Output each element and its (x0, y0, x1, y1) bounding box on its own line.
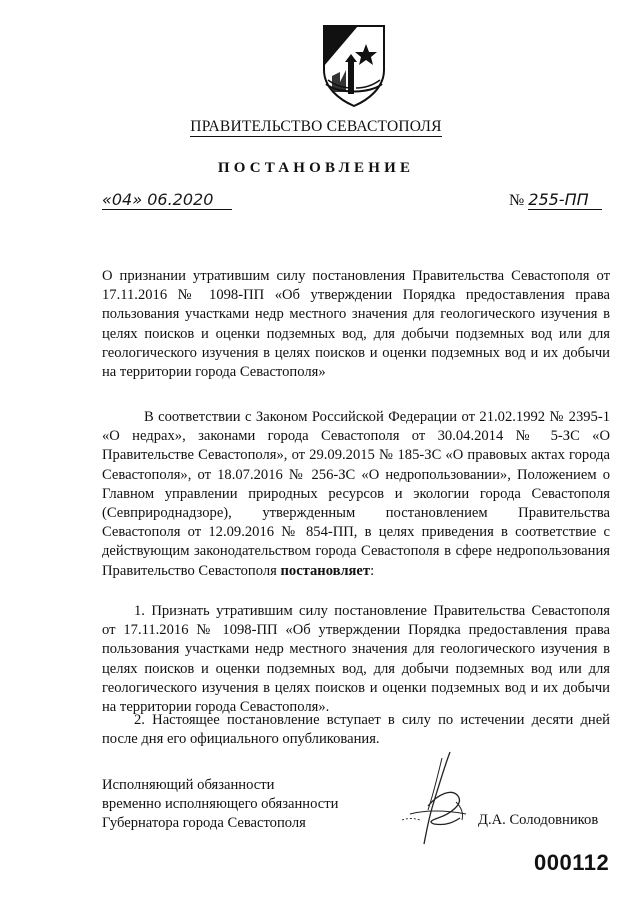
date-close-quote: » (132, 190, 148, 209)
resolves-word: постановляет (280, 562, 371, 579)
document-subject: О признании утратившим силу постановления Правительства Севастополя от 17.11.2016 № 1098-ПП «Об утверждении Порядка предоставления права пользования участками недр местного значения для геологического изучения в целях поисков и оценки подземных вод, для добычи подземных вод или для геологического изучения в целях поисков и оценки подземных вод и их добычи на территории города Севастополя» (102, 268, 610, 381)
coat-of-arms-icon (318, 22, 390, 110)
signatory-title-line: временно исполняющего обязанности (102, 796, 339, 813)
document-number (509, 190, 602, 210)
signatory-title-line: Губернатора города Севастополя (102, 815, 306, 832)
registration-number: 000112 (534, 850, 610, 875)
date-open-quote: « (102, 190, 112, 209)
signatory-title (102, 776, 338, 834)
preamble-paragraph (102, 408, 610, 581)
handwritten-signature (398, 748, 488, 848)
document-date (102, 190, 232, 210)
document-title: ПОСТАНОВЛЕНИЕ (217, 160, 415, 176)
government-name: ПРАВИТЕЛЬСТВО СЕВАСТОПОЛЯ (190, 118, 442, 135)
list-item: 2. Настоящее постановление вступает в силу по истечении десяти дней после дня его официального опубликования. (102, 712, 610, 748)
preamble-text: В соответствии с Законом Российской Федерации от 21.02.1992 № 2395-1 «О недрах», законами города Севастополя от 30.04.2014 № 5-ЗС «О Правительстве Севастополя», от 29.09.2015 № 185-ЗС «О правовых актах города Севастополя», от 18.07.2016 № 256-ЗС «О недропользовании», Положением о Главном управлении природных ресурсов и экологии города Севастополя (Севприроднадзоре), утвержденным постановлением Правительства Севастополя от 12.09.2016 № 854-ПП, в целях приведения в соответствие с действующим законодательством города Севастополя в сфере недропользования Правительство Севастополя (102, 409, 610, 579)
date-day: 04 (111, 190, 133, 209)
signatory-name: Д.А. Солодовников (478, 812, 599, 828)
number-value: 255-ПП (528, 190, 602, 210)
signatory-title-line: Исполняющий обязанности (102, 777, 275, 793)
preamble-colon: : (370, 562, 375, 579)
date-month-year: 06.2020 (147, 190, 214, 209)
number-sign: № (509, 192, 529, 209)
list-item: 1. Признать утратившим силу постановление Правительства Севастополя от 17.11.2016 № 1098-ПП «Об утверждении Порядка предоставления права пользования участками недр местного значения для геологического изучения в целях поисков и оценки подземных вод, для добычи подземных вод или для геологического изучения в целях поисков и оценки подземных вод и их добычи на территории города Севастополя». (102, 603, 610, 716)
